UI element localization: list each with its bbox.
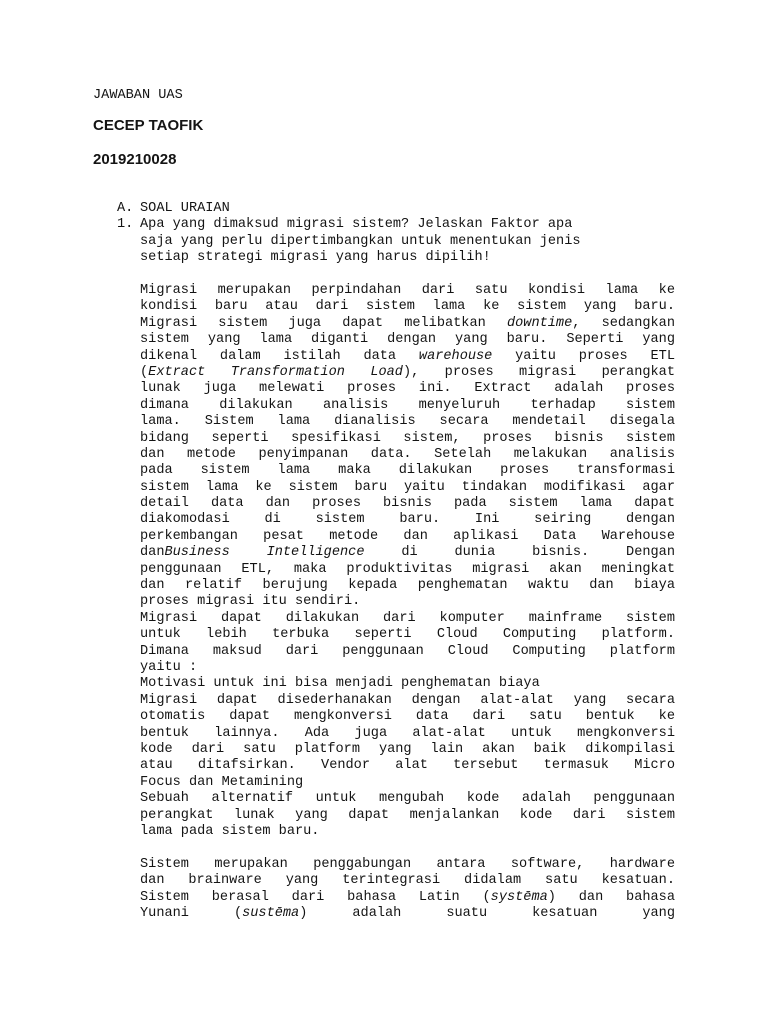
answer-line: Sebuah alternatif untuk mengubah kode adalah penggunaan: [140, 791, 675, 807]
answer-line: diakomodasi di sistem baru. Ini seiring dengan: [140, 512, 675, 528]
answer-line: otomatis dapat mengkonversi data dari satu bentuk ke: [140, 709, 675, 725]
answer-text: dan: [140, 545, 165, 561]
answer-line: atau ditafsirkan. Vendor alat tersebut termasuk Micro: [140, 758, 675, 774]
answer-line: lama. Sistem lama dianalisis secara mendetail disegala: [140, 414, 675, 430]
italic-term: warehouse: [418, 348, 493, 364]
answer-paragraph-alternative: [140, 791, 675, 840]
answer-line: sistem lama ke sistem baru yaitu tindakan modifikasi agar: [140, 479, 675, 495]
answer-line: bentuk lainnya. Ada juga alat-alat untuk mengkonversi: [140, 725, 675, 741]
answer-line: pada sistem lama maka dilakukan proses transformasi: [140, 463, 675, 479]
answer-line: untuk lebih terbuka seperti Cloud Computing platform.: [140, 627, 675, 643]
answer-line: [140, 545, 675, 561]
answer-paragraph-system-definition: [140, 857, 675, 923]
answer-line: kondisi baru atau dari sistem lama ke sistem yang baru.: [140, 299, 675, 315]
answer-line: kode dari satu platform yang lain akan baik dikompilasi: [140, 741, 675, 757]
answer-text: yaitu proses ETL: [492, 348, 675, 364]
answer-line: [140, 316, 675, 332]
answer-line: Dimana maksud dari penggunaan Cloud Computing platform: [140, 643, 675, 659]
section-heading: [117, 201, 581, 217]
question-list: [117, 201, 581, 267]
answer-line: Motivasi untuk ini bisa menjadi penghematan biaya: [140, 676, 540, 692]
answer-line: proses migrasi itu sendiri.: [140, 594, 361, 610]
answer-line: dimana dilakukan analisis menyeluruh terhadap sistem: [140, 397, 675, 413]
answer-line: [140, 890, 675, 906]
answer-line: dan metode penyimpanan data. Setelah melakukan analisis: [140, 446, 675, 462]
answer-line: [140, 365, 675, 381]
answer-text: dikenal dalam istilah data: [140, 348, 419, 364]
answer-line: dan brainware yang terintegrasi didalam satu kesatuan.: [140, 873, 675, 889]
student-id: 2019210028: [93, 151, 177, 168]
answer-paragraph-etl: [140, 283, 675, 611]
question-line: setiap strategi migrasi yang harus dipilih!: [140, 250, 491, 266]
question-text: [140, 217, 581, 267]
italic-term: sustēma: [242, 905, 300, 921]
document-title: JAWABAN UAS: [93, 88, 183, 103]
question-marker: 1.: [117, 217, 134, 233]
answer-line: Migrasi merupakan perpindahan dari satu kondisi lama ke: [140, 283, 675, 298]
answer-text: ) adalah suatu kesatuan yang: [299, 905, 675, 921]
answer-text: ) dan bahasa: [547, 889, 675, 905]
italic-term: Business Intelligence: [164, 545, 365, 561]
section-label: SOAL URAIAN: [140, 201, 230, 216]
answer-line: yaitu :: [140, 659, 198, 675]
answer-text: Yunani (: [140, 905, 243, 921]
answer-text: Migrasi sistem juga dapat melibatkan: [140, 315, 507, 331]
question-line: saja yang perlu dipertimbangkan untuk menentukan jenis: [140, 233, 581, 249]
answer-line: detail data dan proses bisnis pada sistem lama dapat: [140, 496, 675, 512]
italic-term: Extract Transformation Load: [148, 364, 403, 380]
answer-line: Migrasi dapat dilakukan dari komputer mainframe sistem: [140, 610, 675, 626]
answer-text: di dunia bisnis. Dengan: [364, 545, 675, 561]
question-item: [117, 217, 581, 267]
italic-term: downtime: [506, 315, 573, 331]
answer-paragraph-tools: [140, 693, 675, 791]
answer-text: , sedangkan: [572, 315, 675, 331]
answer-line: [140, 349, 675, 365]
answer-text: ), proses migrasi perangkat: [402, 364, 675, 380]
answer-line: lama pada sistem baru.: [140, 823, 320, 839]
answer-line: Migrasi dapat disederhanakan dengan alat-alat yang secara: [140, 692, 675, 708]
answer-line: bidang seperti spesifikasi sistem, proses bisnis sistem: [140, 430, 675, 446]
answer-line: dan relatif berujung kepada penghematan waktu dan biaya: [140, 578, 675, 594]
answer-line: perkembangan pesat metode dan aplikasi Data Warehouse: [140, 528, 675, 544]
italic-term: systēma: [490, 889, 548, 905]
author-name: CECEP TAOFIK: [93, 117, 204, 134]
question-line: Apa yang dimaksud migrasi sistem? Jelaskan Faktor apa: [140, 217, 573, 233]
answer-line: Sistem merupakan penggabungan antara software, hardware: [140, 856, 675, 872]
section-marker: A.: [117, 201, 134, 216]
answer-text: (: [140, 364, 149, 380]
answer-line: [140, 906, 675, 922]
answer-paragraph-cloud: [140, 611, 675, 677]
answer-line: Focus dan Metamining: [140, 774, 304, 790]
answer-text: Sistem berasal dari bahasa Latin (: [140, 889, 491, 905]
answer-line: sistem yang lama diganti dengan yang baru. Seperti yang: [140, 332, 675, 348]
answer-line: lunak juga melewati proses ini. Extract adalah proses: [140, 381, 675, 397]
answer-body: [140, 283, 675, 922]
answer-line: perangkat lunak yang dapat menjalankan kode dari sistem: [140, 807, 675, 823]
answer-paragraph-motivation: [140, 676, 675, 692]
answer-line: penggunaan ETL, maka produktivitas migrasi akan meningkat: [140, 561, 675, 577]
